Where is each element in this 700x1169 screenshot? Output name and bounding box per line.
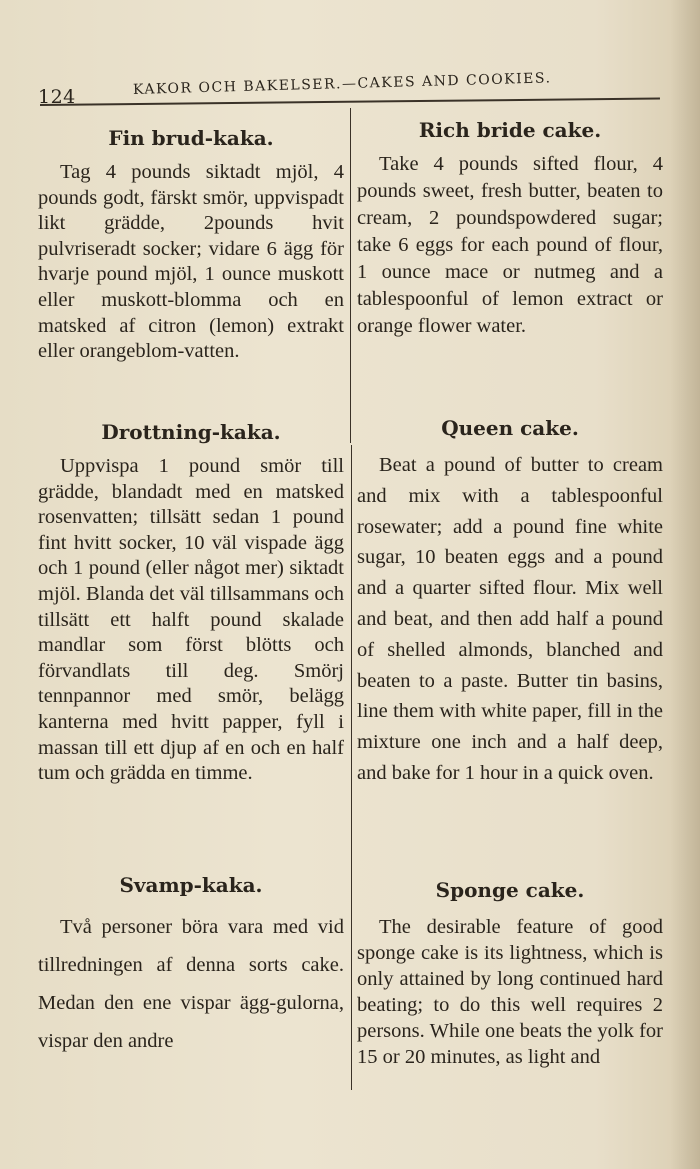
section-title-queen-cake: Queen cake.	[441, 416, 579, 440]
english-column	[357, 118, 663, 1118]
section-title-fin-brud-kaka: Fin brud-kaka.	[108, 126, 274, 150]
page-number: 124	[38, 86, 76, 108]
section-body-svamp-kaka: Två personer böra vara med vid tillredningen af denna sorts cake. Medan den ene vispar ägg-gulorna, vispar den andre	[38, 916, 344, 1052]
swedish-column	[38, 118, 344, 1118]
section-title-sponge-cake: Sponge cake.	[435, 878, 585, 902]
section-title-svamp-kaka: Svamp-kaka.	[119, 873, 263, 897]
column-divider-lower	[351, 445, 352, 1090]
section-body-queen-cake: Beat a pound of butter to cream and mix with a tablespoonful rosewater; add a pound fine white sugar, 10 beaten eggs and a pound and a quarter sifted flour. Mix well and beat, and then add half a pound of shelled almonds, blanched and beaten to a paste. Butter tin basins, line them with white paper, fill in the mixture one inch and a half deep, and bake for 1 hour in a quick oven.	[357, 454, 663, 784]
page-edge-shadow	[670, 0, 700, 1169]
section-title-rich-bride-cake: Rich bride cake.	[418, 118, 602, 142]
section-body-fin-brud-kaka: Tag 4 pounds siktadt mjöl, 4 pounds godt, färskt smör, uppvispadt likt grädde, 2pounds hvit pulvriseradt socker; vidare 6 ägg för hvarje pound mjöl, 1 ounce muskott eller muskott-blomma och en matsked af citron (lemon) extrakt eller orangeblom-vatten.	[38, 161, 344, 363]
section-title-drottning-kaka: Drottning-kaka.	[101, 420, 281, 444]
running-head: KAKOR OCH BAKELSER.—CAKES AND COOKIES.	[132, 70, 552, 98]
column-divider-upper	[350, 108, 351, 443]
section-body-rich-bride-cake: Take 4 pounds sifted flour, 4 pounds sweet, fresh butter, beaten to cream, 2 poundspowdered sugar; take 6 eggs for each pound of flour, 1 ounce mace or nutmeg and a tablespoonful of lemon extract or orange flower water.	[357, 153, 663, 337]
section-body-drottning-kaka: Uppvispa 1 pound smör till grädde, blandadt med en matsked rosenvatten; tillsätt sedan 1 pound fint hvitt socker, 10 väl vispade ägg och 1 pound (eller något mer) siktadt mjöl. Blanda det väl tillsammans och tillsätt ett halft pound skalade mandlar som först blötts och förvandlats till deg. Smörj tennpannor med smör, belägg kanterna med hvitt papper, fyll i massan till ett djup af en och en half tum och grädda en timme.	[38, 455, 344, 785]
section-body-sponge-cake: The desirable feature of good sponge cake is its lightness, which is only attained by long continued hard beating; to do this well requires 2 persons. While one beats the yolk for 15 or 20 minutes, as light and	[357, 916, 663, 1068]
